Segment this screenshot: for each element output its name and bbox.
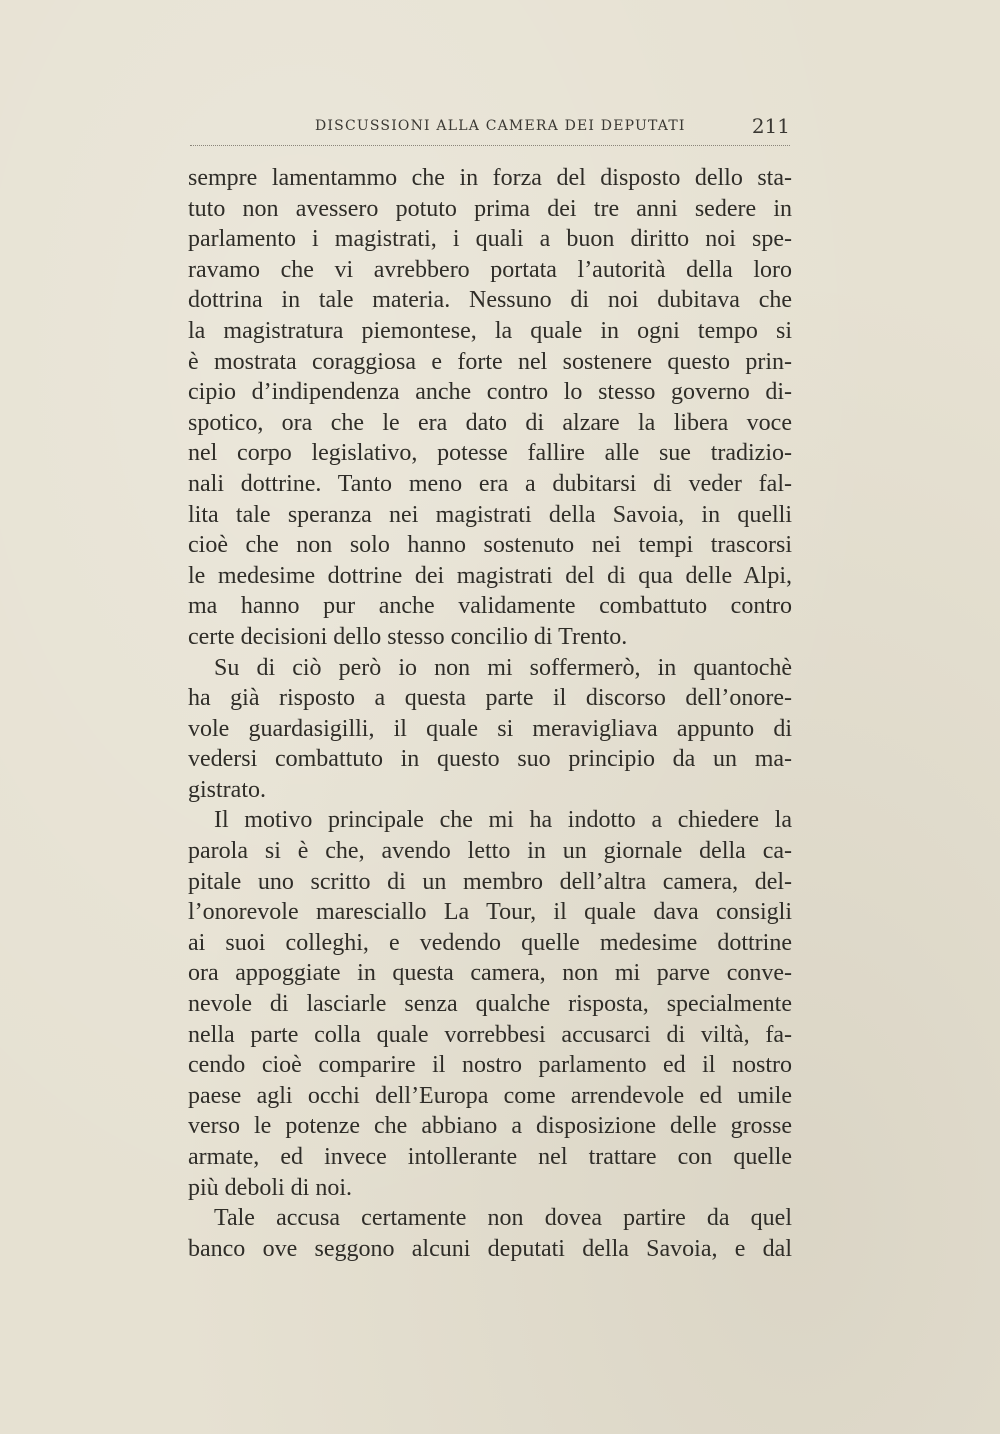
text-line: certe decisioni dello stesso concilio di Trento. (188, 623, 628, 650)
text-line: Su di ciò però io non mi soffermerò, in quantochè (214, 654, 792, 681)
text-line: la magistratura piemontese, la quale in ogni tempo si (188, 317, 792, 344)
text-line: vedersi combattuto in questo suo principio da un ma- (188, 746, 792, 773)
text-line: nel corpo legislativo, potesse fallire alle sue tradizio- (188, 440, 792, 467)
text-line: nevole di lasciarle senza qualche risposta, specialmente (188, 991, 792, 1018)
text-line: paese agli occhi dell’Europa come arrendevole ed umile (188, 1082, 792, 1109)
text-line: pitale uno scritto di un membro dell’altra camera, del- (188, 868, 792, 895)
text-line: ravamo che vi avrebbero portata l’autorità della loro (188, 256, 792, 283)
page-number: 211 (751, 114, 790, 138)
text-line: ora appoggiate in questa camera, non mi parve conve- (188, 960, 792, 987)
text-line: dottrina in tale materia. Nessuno di noi dubitava che (188, 287, 792, 314)
text-line: più deboli di noi. (188, 1174, 352, 1201)
text-line: cendo cioè comparire il nostro parlamento ed il nostro (188, 1052, 792, 1079)
text-line: armate, ed invece intollerante nel trattare con quelle (188, 1144, 792, 1170)
text-line: parlamento i magistrati, i quali a buon diritto noi spe- (188, 226, 792, 253)
running-title: DISCUSSIONI ALLA CAMERA DEI DEPUTATI (315, 118, 686, 134)
text-line: è mostrata coraggiosa e forte nel sostenere questo prin- (188, 348, 792, 375)
text-line: gistrato. (188, 776, 266, 803)
text-line: nali dottrine. Tanto meno era a dubitarsi di veder fal- (188, 470, 792, 497)
text-line: l’onorevole maresciallo La Tour, il quale dava consigli (188, 899, 792, 926)
text-line: cipio d’indipendenza anche contro lo stesso governo di- (188, 379, 792, 406)
text-line: vole guardasigilli, il quale si meravigliava appunto di (188, 715, 792, 742)
text-line: banco ove seggono alcuni deputati della Savoia, e dal (188, 1235, 792, 1262)
text-line: ai suoi colleghi, e vedendo quelle medesime dottrine (188, 929, 792, 956)
header-rule (190, 145, 790, 146)
text-line: nella parte colla quale vorrebbesi accusarci di viltà, fa- (188, 1021, 792, 1048)
text-line: ma hanno pur anche validamente combattuto contro (188, 593, 792, 620)
text-line: lita tale speranza nei magistrati della Savoia, in quelli (188, 501, 792, 528)
text-line: tuto non avessero potuto prima dei tre anni sedere in (188, 195, 792, 222)
running-head (190, 114, 790, 146)
text-line: sempre lamentammo che in forza del disposto dello sta- (188, 165, 792, 191)
text-line: Tale accusa certamente non dovea partire da quel (214, 1205, 792, 1232)
text-line: cioè che non solo hanno sostenuto nei tempi trascorsi (188, 532, 792, 559)
text-line: parola si è che, avendo letto in un giornale della ca- (188, 838, 792, 865)
text-line: verso le potenze che abbiano a disposizione delle grosse (188, 1113, 792, 1140)
text-line: ha già risposto a questa parte il discorso dell’onore- (188, 685, 792, 712)
text-line: le medesime dottrine dei magistrati del di qua delle Alpi, (188, 562, 792, 589)
text-line: Il motivo principale che mi ha indotto a chiedere la (214, 807, 792, 834)
text-line: spotico, ora che le era dato di alzare la libera voce (188, 409, 792, 436)
body-text (188, 163, 792, 1264)
